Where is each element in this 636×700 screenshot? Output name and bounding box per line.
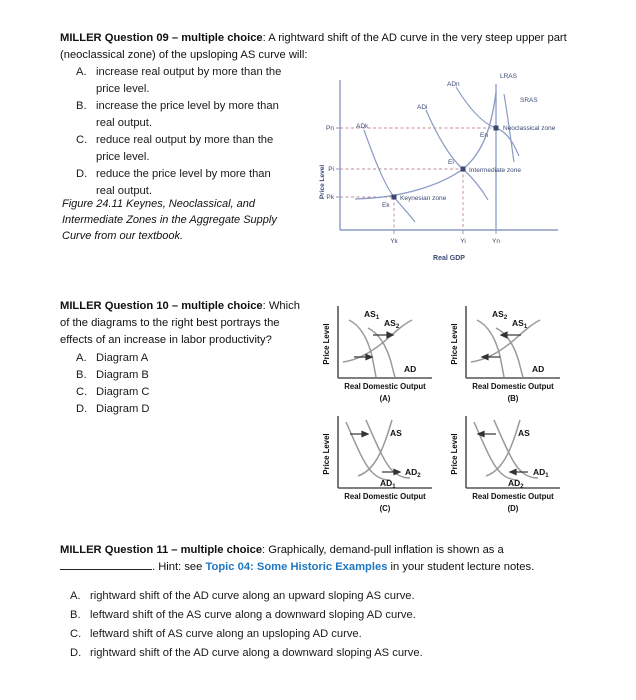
- panel-b-curve1-label: $AS_2$: [492, 309, 508, 321]
- question-10-stem-line2: of the diagrams to the right best portrays the: [60, 317, 280, 329]
- question-10-stem-line3: effects of an increase in labor productivity?: [60, 334, 272, 346]
- panel-c-curve3-label: $AD_2$: [405, 467, 421, 479]
- fig1-zone-keynesian: Keynesian zone: [400, 195, 447, 202]
- question-11-choices: [70, 587, 590, 663]
- question-10-choices: [76, 350, 276, 418]
- fig1-curve-label-lras: LRAS: [500, 73, 517, 80]
- choice-text: leftward shift of AS curve along an upsloping AD curve.: [90, 628, 362, 640]
- panel-a-tag: (A): [379, 394, 391, 403]
- fig1-ytick-top: Pn: [326, 125, 334, 132]
- fig1-xtick-right: Yn: [492, 238, 500, 245]
- panel-a-curve3-label: AD: [404, 364, 417, 374]
- diagram-panels-grid: [316, 300, 562, 515]
- choice-letter: C.: [76, 134, 88, 146]
- choice-text: Diagram D: [96, 403, 150, 415]
- panel-c-xlabel: Real Domestic Output: [344, 492, 426, 501]
- fig1-xtick-left: Yk: [390, 238, 398, 245]
- choice-item[interactable]: [76, 401, 276, 418]
- choice-text: reduce the price level by more than real output.: [96, 168, 271, 197]
- fig1-point-ek: Ek: [382, 202, 390, 209]
- question-09-stem-line2: (neoclassical zone) of the upsloping AS curve will:: [60, 49, 308, 61]
- choice-letter: B.: [76, 100, 87, 112]
- figure-24-11-aggregate-supply-chart: [308, 62, 594, 277]
- question-09-stem-part1: : A rightward shift of the AD curve in the very steep upper part: [262, 32, 567, 44]
- fig1-zone-neoclassical: Neoclassical zone: [503, 125, 556, 132]
- choice-text: Diagram B: [96, 369, 149, 381]
- figure-caption-line1: Figure 24.11 Keynes, Neoclassical, and: [62, 198, 256, 210]
- question-09-choices: [76, 64, 311, 200]
- fig1-xtick-mid: Yi: [460, 238, 466, 245]
- question-11-stem: [60, 542, 590, 559]
- diagram-panel-a[interactable]: [316, 300, 434, 406]
- diagram-panel-d[interactable]: [444, 410, 562, 516]
- panel-b-ylabel: Price Level: [450, 323, 459, 365]
- question-10-stem: [60, 298, 310, 315]
- fig1-point-ei: Ei: [448, 159, 454, 166]
- panel-b-curve3-label: AD: [532, 364, 545, 374]
- question-10-block: [60, 298, 310, 349]
- choice-item[interactable]: [76, 64, 311, 98]
- panel-c-curve2-label: $AD_1$: [380, 478, 396, 490]
- fig1-curve-label-adn: ADn: [447, 81, 460, 88]
- choice-item[interactable]: [70, 644, 590, 663]
- panel-c-curve1-label: AS: [390, 428, 402, 438]
- choice-letter: D.: [70, 647, 82, 659]
- fig1-ylabel: Price Level: [319, 164, 326, 200]
- question-09-label: MILLER Question 09 – multiple choice: [60, 32, 263, 44]
- choice-text: reduce real output by more than the price level.: [96, 134, 274, 163]
- choice-letter: D.: [76, 403, 88, 415]
- panel-b-xlabel: Real Domestic Output: [472, 382, 554, 391]
- fig1-zone-intermediate: Intermediate zone: [469, 167, 522, 174]
- panel-a-ylabel: Price Level: [322, 323, 331, 365]
- question-09-stem: [60, 30, 585, 47]
- choice-letter: C.: [76, 386, 88, 398]
- topic-link[interactable]: Topic 04: Some Historic Examples: [205, 561, 388, 573]
- fig1-point-en: En: [480, 132, 488, 139]
- choice-letter: A.: [70, 590, 81, 602]
- panel-d-xlabel: Real Domestic Output: [472, 492, 554, 501]
- figure-caption: [62, 196, 302, 244]
- fig1-ytick-mid: Pi: [328, 166, 334, 173]
- choice-item[interactable]: [76, 350, 276, 367]
- choice-item[interactable]: [70, 606, 590, 625]
- choice-letter: A.: [76, 66, 87, 78]
- panel-d-curve1-label: AS: [518, 428, 530, 438]
- choice-letter: B.: [70, 609, 81, 621]
- choice-text: rightward shift of the AD curve along an upward sloping AS curve.: [90, 590, 415, 602]
- panel-c-ylabel: Price Level: [322, 433, 331, 475]
- question-11-label: MILLER Question 11 – multiple choice: [60, 544, 263, 556]
- choice-text: leftward shift of the AS curve along a downward sloping AD curve.: [90, 609, 416, 621]
- panel-c-tag: (C): [379, 504, 391, 513]
- question-11-stem-part3: in your student lecture notes.: [387, 561, 535, 573]
- choice-text: increase real output by more than the price level.: [96, 66, 282, 95]
- question-10-label: MILLER Question 10 – multiple choice: [60, 300, 263, 312]
- question-11-stem-line2: [60, 559, 590, 576]
- choice-letter: D.: [76, 168, 88, 180]
- choice-text: increase the price level by more than real output.: [96, 100, 279, 129]
- fig1-curve-label-adk: ADk: [356, 123, 369, 130]
- choice-item[interactable]: [76, 367, 276, 384]
- question-10-stem-line1: : Which: [262, 300, 300, 312]
- panel-b-curve2-label: $AS_1$: [512, 318, 528, 330]
- panel-a-curve1-label: $AS_1$: [364, 309, 380, 321]
- fig1-ytick-low: Pk: [326, 194, 334, 201]
- panel-d-tag: (D): [507, 504, 519, 513]
- choice-item[interactable]: [76, 166, 311, 200]
- diagram-panel-b[interactable]: [444, 300, 562, 406]
- fig1-xlabel: Real GDP: [433, 255, 465, 262]
- choice-text: Diagram C: [96, 386, 150, 398]
- panel-d-curve3-label: $AD_1$: [533, 467, 549, 479]
- choice-letter: A.: [76, 352, 87, 364]
- fill-in-blank[interactable]: [60, 559, 152, 570]
- panel-d-ylabel: Price Level: [450, 433, 459, 475]
- choice-item[interactable]: [76, 98, 311, 132]
- figure-caption-line2: Intermediate Zones in the Aggregate Supply: [62, 214, 277, 226]
- panel-a-xlabel: Real Domestic Output: [344, 382, 426, 391]
- question-11-block: [60, 542, 590, 576]
- choice-item[interactable]: [70, 587, 590, 606]
- question-09-block: [60, 30, 585, 64]
- panel-a-curve2-label: $AS_2$: [384, 318, 400, 330]
- fig1-curve-label-sras: SRAS: [520, 97, 538, 104]
- panel-d-curve2-label: $AD_2$: [508, 478, 524, 490]
- choice-letter: C.: [70, 628, 82, 640]
- choice-item[interactable]: [70, 625, 590, 644]
- choice-item[interactable]: [76, 132, 311, 166]
- panel-b-tag: (B): [507, 394, 519, 403]
- choice-text: Diagram A: [96, 352, 149, 364]
- choice-item[interactable]: [76, 384, 276, 401]
- fig1-curve-label-adi: ADi: [417, 104, 428, 111]
- figure-caption-line3: Curve from our textbook.: [62, 230, 184, 242]
- diagram-panel-c[interactable]: [316, 410, 434, 516]
- choice-text: rightward shift of the AD curve along a downward sloping AS curve.: [90, 647, 423, 659]
- question-11-stem-part2: . Hint: see: [152, 561, 206, 573]
- choice-letter: B.: [76, 369, 87, 381]
- question-11-stem-part1: : Graphically, demand-pull inflation is shown as a: [262, 544, 504, 556]
